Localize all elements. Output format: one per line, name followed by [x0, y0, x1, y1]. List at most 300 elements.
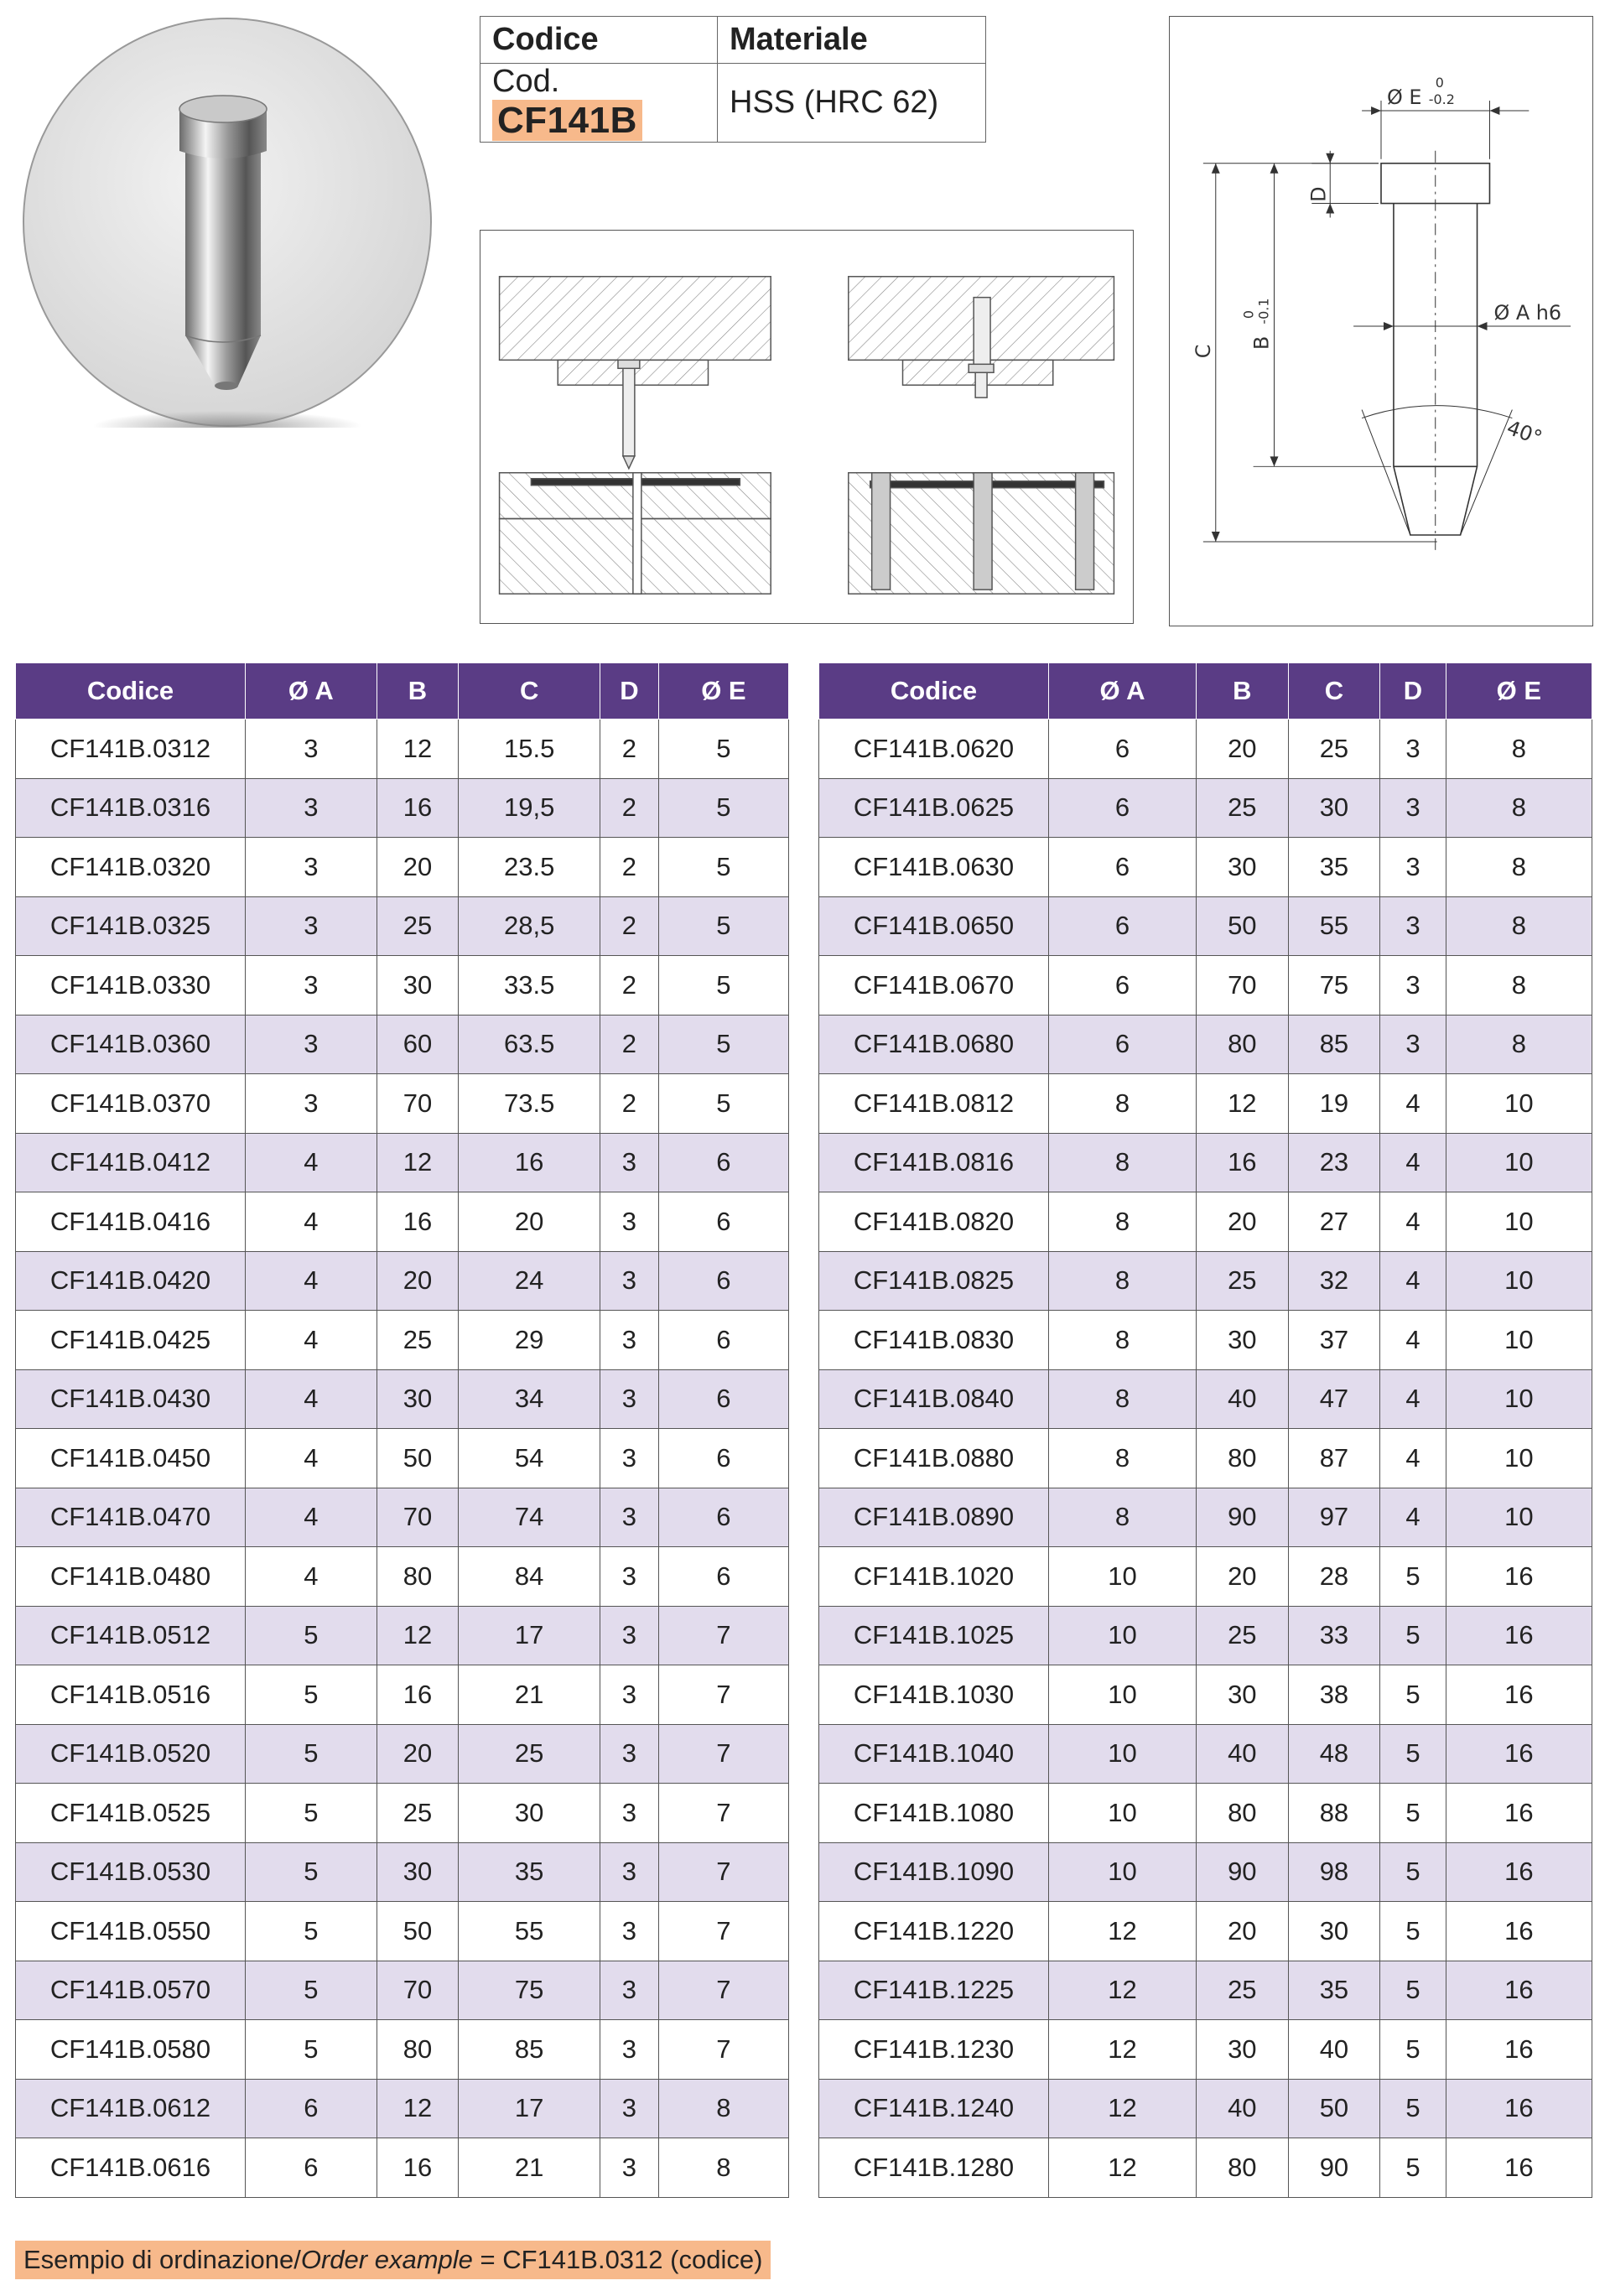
table-cell: 20: [1197, 1192, 1289, 1252]
table-cell: CF141B.0430: [16, 1369, 246, 1429]
table-cell: CF141B.0520: [16, 1724, 246, 1784]
table-cell: 50: [377, 1429, 459, 1488]
table-cell: CF141B.0360: [16, 1015, 246, 1074]
table-cell: 4: [1380, 1074, 1446, 1134]
table-row: [16, 1251, 789, 1311]
table-cell: 90: [1288, 2138, 1380, 2198]
table-cell: CF141B.0416: [16, 1192, 246, 1252]
table-cell: 3: [600, 1192, 659, 1252]
table-cell: 10: [1446, 1133, 1592, 1192]
table-cell: 5: [1380, 2138, 1446, 2198]
table-cell: 3: [246, 1015, 377, 1074]
table-row: [16, 1547, 789, 1607]
table-cell: 6: [1049, 1015, 1197, 1074]
table-cell: 30: [1197, 1311, 1289, 1370]
table-cell: 5: [246, 2020, 377, 2080]
table-cell: 30: [1288, 778, 1380, 838]
order-example-label: Esempio di ordinazione/: [23, 2245, 301, 2274]
dimensions-table-right: [818, 662, 1592, 2198]
table-cell: 74: [459, 1488, 600, 1547]
table-cell: 15.5: [459, 719, 600, 779]
table-cell: 16: [1446, 1902, 1592, 1961]
table-cell: 5: [1380, 1784, 1446, 1843]
table-cell: 25: [1197, 1961, 1289, 2020]
table-row: [16, 956, 789, 1016]
table-header-row: [819, 663, 1592, 719]
table-row: [819, 1961, 1592, 2020]
table-cell: CF141B.0412: [16, 1133, 246, 1192]
table-cell: 20: [1197, 1902, 1289, 1961]
table-header-row: [16, 663, 789, 719]
table-cell: 6: [1049, 956, 1197, 1016]
table-cell: 5: [246, 1902, 377, 1961]
table-cell: 16: [377, 1192, 459, 1252]
table-cell: 8: [1049, 1311, 1197, 1370]
table-cell: 2: [600, 778, 659, 838]
table-cell: 5: [658, 1015, 788, 1074]
table-cell: CF141B.0825: [819, 1251, 1049, 1311]
table-cell: 32: [1288, 1251, 1380, 1311]
table-cell: 12: [377, 719, 459, 779]
table-cell: CF141B.0880: [819, 1429, 1049, 1488]
dim-angle-label: 40°: [1504, 415, 1545, 450]
table-cell: 20: [459, 1192, 600, 1252]
product-photo: [22, 17, 433, 428]
table-cell: CF141B.1080: [819, 1784, 1049, 1843]
table-row: [16, 1074, 789, 1134]
info-code-cell: [480, 64, 718, 143]
table-cell: 80: [1197, 2138, 1289, 2198]
table-row: [16, 1665, 789, 1725]
table-cell: 4: [1380, 1429, 1446, 1488]
table-cell: 5: [1380, 2020, 1446, 2080]
table-cell: 8: [1049, 1192, 1197, 1252]
table-cell: 6: [1049, 896, 1197, 956]
table-cell: 4: [246, 1369, 377, 1429]
table-row: [819, 1192, 1592, 1252]
table-cell: 16: [1446, 2020, 1592, 2080]
table-cell: 3: [1380, 719, 1446, 779]
table-cell: 38: [1288, 1665, 1380, 1725]
table-cell: 5: [246, 1665, 377, 1725]
table-row: [16, 838, 789, 897]
table-cell: 16: [1446, 2138, 1592, 2198]
info-material: HSS (HRC 62): [718, 64, 986, 143]
table-row: [819, 1784, 1592, 1843]
table-cell: 30: [1288, 1902, 1380, 1961]
table-cell: 3: [246, 956, 377, 1016]
table-cell: 3: [600, 1311, 659, 1370]
table-cell: CF141B.0320: [16, 838, 246, 897]
table-cell: 3: [246, 778, 377, 838]
table-cell: 10: [1446, 1429, 1592, 1488]
table-cell: CF141B.0530: [16, 1842, 246, 1902]
dim-d-label: D: [1306, 186, 1331, 202]
table-cell: 5: [658, 1074, 788, 1134]
dim-a-label: Ø A h6: [1493, 301, 1562, 325]
table-row: [819, 1842, 1592, 1902]
table-cell: 4: [1380, 1311, 1446, 1370]
table-cell: 30: [1197, 1665, 1289, 1725]
table-cell: 10: [1446, 1488, 1592, 1547]
table-cell: 6: [246, 2138, 377, 2198]
table-row: [16, 2020, 789, 2080]
table-cell: 10: [1049, 1842, 1197, 1902]
table-row: [819, 1902, 1592, 1961]
table-cell: 3: [600, 1961, 659, 2020]
column-header: D: [1380, 663, 1446, 719]
table-cell: 10: [1446, 1369, 1592, 1429]
order-example-eq: =: [472, 2245, 503, 2274]
table-cell: 8: [1446, 1015, 1592, 1074]
table-cell: 7: [658, 1606, 788, 1665]
column-header: Codice: [16, 663, 246, 719]
table-cell: 3: [600, 2079, 659, 2138]
table-row: [16, 1902, 789, 1961]
table-cell: 33: [1288, 1606, 1380, 1665]
table-cell: 3: [600, 1902, 659, 1961]
table-cell: 5: [1380, 1724, 1446, 1784]
table-cell: 90: [1197, 1842, 1289, 1902]
table-cell: 10: [1446, 1074, 1592, 1134]
table-row: [819, 1133, 1592, 1192]
table-cell: 6: [658, 1369, 788, 1429]
table-row: [819, 1547, 1592, 1607]
table-cell: 23: [1288, 1133, 1380, 1192]
table-cell: CF141B.0830: [819, 1311, 1049, 1370]
table-cell: 84: [459, 1547, 600, 1607]
table-cell: CF141B.0330: [16, 956, 246, 1016]
table-row: [819, 838, 1592, 897]
table-cell: 16: [1446, 1606, 1592, 1665]
table-cell: 25: [1197, 1606, 1289, 1665]
table-cell: CF141B.0670: [819, 956, 1049, 1016]
table-cell: CF141B.0512: [16, 1606, 246, 1665]
column-header: Codice: [819, 663, 1049, 719]
table-cell: CF141B.1020: [819, 1547, 1049, 1607]
table-cell: 21: [459, 1665, 600, 1725]
table-cell: 5: [658, 719, 788, 779]
table-row: [16, 896, 789, 956]
table-cell: 2: [600, 896, 659, 956]
table-cell: 80: [1197, 1429, 1289, 1488]
table-cell: CF141B.0325: [16, 896, 246, 956]
table-cell: 4: [246, 1133, 377, 1192]
table-cell: 7: [658, 1724, 788, 1784]
table-cell: 6: [658, 1429, 788, 1488]
table-cell: 25: [459, 1724, 600, 1784]
table-cell: CF141B.0420: [16, 1251, 246, 1311]
table-cell: 6: [658, 1133, 788, 1192]
table-cell: 3: [246, 1074, 377, 1134]
table-cell: 40: [1197, 1724, 1289, 1784]
table-cell: 5: [1380, 2079, 1446, 2138]
table-cell: 8: [1446, 838, 1592, 897]
table-cell: 2: [600, 838, 659, 897]
table-cell: 5: [246, 1606, 377, 1665]
table-row: [819, 1724, 1592, 1784]
table-cell: 8: [1049, 1133, 1197, 1192]
table-cell: 8: [1446, 956, 1592, 1016]
table-cell: 3: [246, 719, 377, 779]
table-cell: 25: [377, 1311, 459, 1370]
table-cell: 5: [658, 896, 788, 956]
table-cell: 80: [377, 2020, 459, 2080]
table-row: [16, 1369, 789, 1429]
product-code: CF141B: [492, 100, 642, 141]
table-cell: 4: [246, 1311, 377, 1370]
table-cell: 54: [459, 1429, 600, 1488]
table-cell: 5: [658, 838, 788, 897]
table-cell: 35: [1288, 838, 1380, 897]
table-cell: CF141B.0816: [819, 1133, 1049, 1192]
table-cell: 4: [246, 1547, 377, 1607]
table-cell: CF141B.1230: [819, 2020, 1049, 2080]
dim-b-label: B: [1249, 335, 1274, 351]
table-row: [819, 1488, 1592, 1547]
table-cell: 6: [658, 1251, 788, 1311]
table-cell: 12: [1049, 2020, 1197, 2080]
order-example: [15, 2241, 771, 2279]
table-cell: 48: [1288, 1724, 1380, 1784]
table-cell: 7: [658, 1842, 788, 1902]
product-info-table: [480, 16, 986, 143]
table-cell: 10: [1049, 1724, 1197, 1784]
table-cell: 8: [1446, 778, 1592, 838]
table-cell: 80: [1197, 1784, 1289, 1843]
order-example-code: CF141B.0312 (codice): [502, 2245, 763, 2274]
table-cell: 2: [600, 1015, 659, 1074]
table-cell: 4: [1380, 1192, 1446, 1252]
table-row: [819, 719, 1592, 779]
table-cell: 80: [1197, 1015, 1289, 1074]
dim-e-tol-lower: -0.2: [1428, 91, 1455, 108]
column-header: C: [1288, 663, 1380, 719]
table-cell: CF141B.0620: [819, 719, 1049, 779]
table-cell: CF141B.1280: [819, 2138, 1049, 2198]
table-cell: 34: [459, 1369, 600, 1429]
table-cell: 3: [1380, 1015, 1446, 1074]
table-cell: 50: [377, 1902, 459, 1961]
table-body-right: [819, 719, 1592, 2198]
table-cell: 6: [246, 2079, 377, 2138]
table-cell: 4: [1380, 1251, 1446, 1311]
table-cell: 7: [658, 1784, 788, 1843]
table-cell: 10: [1446, 1311, 1592, 1370]
table-cell: 4: [1380, 1488, 1446, 1547]
table-cell: 16: [1446, 1724, 1592, 1784]
table-cell: 6: [658, 1192, 788, 1252]
table-cell: 5: [658, 956, 788, 1016]
table-cell: 3: [1380, 956, 1446, 1016]
order-example-label-italic: Order example: [300, 2245, 473, 2274]
table-cell: 25: [377, 896, 459, 956]
table-cell: 5: [1380, 1606, 1446, 1665]
dim-e-tol-upper: 0: [1435, 75, 1444, 91]
table-cell: 3: [1380, 838, 1446, 897]
table-cell: 6: [1049, 719, 1197, 779]
table-cell: CF141B.1240: [819, 2079, 1049, 2138]
table-cell: 25: [377, 1784, 459, 1843]
table-cell: 12: [1049, 1902, 1197, 1961]
table-cell: 6: [658, 1488, 788, 1547]
table-cell: 8: [1446, 719, 1592, 779]
table-row: [819, 778, 1592, 838]
table-cell: 7: [658, 2020, 788, 2080]
table-row: [16, 1842, 789, 1902]
column-header: B: [1197, 663, 1289, 719]
table-cell: CF141B.0820: [819, 1192, 1049, 1252]
table-cell: CF141B.0425: [16, 1311, 246, 1370]
info-header-material: Materiale: [718, 17, 986, 64]
table-cell: CF141B.0480: [16, 1547, 246, 1607]
table-cell: CF141B.0580: [16, 2020, 246, 2080]
table-cell: CF141B.0570: [16, 1961, 246, 2020]
table-row: [819, 956, 1592, 1016]
column-header: B: [377, 663, 459, 719]
table-cell: 20: [1197, 1547, 1289, 1607]
table-cell: 2: [600, 719, 659, 779]
table-cell: 16: [1446, 2079, 1592, 2138]
table-cell: CF141B.1030: [819, 1665, 1049, 1725]
table-cell: CF141B.0450: [16, 1429, 246, 1488]
table-cell: 3: [600, 1488, 659, 1547]
table-row: [16, 1192, 789, 1252]
table-row: [16, 1311, 789, 1370]
table-cell: 17: [459, 2079, 600, 2138]
table-cell: 70: [377, 1074, 459, 1134]
table-cell: 5: [658, 778, 788, 838]
table-cell: 47: [1288, 1369, 1380, 1429]
table-cell: CF141B.0650: [819, 896, 1049, 956]
dimension-drawing: [1169, 16, 1593, 626]
dim-b-tol-upper: 0: [1240, 309, 1257, 319]
table-row: [819, 896, 1592, 956]
table-cell: 70: [377, 1488, 459, 1547]
table-cell: 8: [1446, 896, 1592, 956]
table-cell: 16: [1197, 1133, 1289, 1192]
table-cell: 8: [1049, 1251, 1197, 1311]
table-cell: 8: [1049, 1488, 1197, 1547]
column-header: C: [459, 663, 600, 719]
table-row: [16, 1606, 789, 1665]
table-cell: 10: [1049, 1606, 1197, 1665]
table-cell: 10: [1049, 1547, 1197, 1607]
table-row: [819, 1606, 1592, 1665]
dim-e-label: Ø E: [1386, 86, 1422, 110]
table-row: [819, 1665, 1592, 1725]
table-cell: 35: [459, 1842, 600, 1902]
table-cell: 3: [600, 1251, 659, 1311]
table-cell: 30: [377, 1842, 459, 1902]
table-row: [819, 1015, 1592, 1074]
table-cell: 6: [1049, 838, 1197, 897]
table-cell: 12: [377, 1606, 459, 1665]
mold-usage-diagram: [480, 230, 1134, 624]
table-row: [16, 1724, 789, 1784]
table-cell: 16: [1446, 1547, 1592, 1607]
table-cell: 7: [658, 1902, 788, 1961]
table-cell: 3: [1380, 778, 1446, 838]
table-cell: 40: [1197, 2079, 1289, 2138]
table-cell: 25: [1288, 719, 1380, 779]
table-cell: 3: [600, 2138, 659, 2198]
table-cell: 16: [377, 2138, 459, 2198]
table-cell: 3: [600, 1547, 659, 1607]
table-cell: 5: [1380, 1665, 1446, 1725]
table-cell: 7: [658, 1665, 788, 1725]
table-cell: 70: [1197, 956, 1289, 1016]
table-row: [819, 1251, 1592, 1311]
table-cell: 16: [1446, 1842, 1592, 1902]
table-cell: CF141B.0630: [819, 838, 1049, 897]
table-cell: 12: [1049, 1961, 1197, 2020]
table-cell: 16: [1446, 1961, 1592, 2020]
table-cell: CF141B.0525: [16, 1784, 246, 1843]
table-cell: 30: [1197, 838, 1289, 897]
code-prefix: Cod.: [492, 64, 560, 99]
table-cell: 10: [1049, 1784, 1197, 1843]
table-cell: 24: [459, 1251, 600, 1311]
table-row: [16, 1784, 789, 1843]
table-cell: 4: [1380, 1133, 1446, 1192]
table-cell: 37: [1288, 1311, 1380, 1370]
table-cell: 5: [1380, 1842, 1446, 1902]
table-cell: 55: [1288, 896, 1380, 956]
table-cell: 25: [1197, 1251, 1289, 1311]
table-cell: 4: [1380, 1369, 1446, 1429]
table-row: [819, 2138, 1592, 2198]
table-cell: 30: [377, 1369, 459, 1429]
table-cell: 5: [1380, 1547, 1446, 1607]
table-cell: CF141B.1090: [819, 1842, 1049, 1902]
table-cell: 25: [1197, 778, 1289, 838]
table-cell: 3: [600, 2020, 659, 2080]
table-cell: 2: [600, 956, 659, 1016]
table-row: [16, 1429, 789, 1488]
table-cell: 2: [600, 1074, 659, 1134]
table-cell: 50: [1197, 896, 1289, 956]
info-header-code: Codice: [480, 17, 718, 64]
table-cell: 55: [459, 1902, 600, 1961]
table-cell: 30: [1197, 2020, 1289, 2080]
table-row: [819, 1311, 1592, 1370]
table-row: [819, 2079, 1592, 2138]
table-cell: 5: [246, 1784, 377, 1843]
table-cell: CF141B.0612: [16, 2079, 246, 2138]
table-cell: 8: [1049, 1074, 1197, 1134]
table-cell: 60: [377, 1015, 459, 1074]
table-cell: 33.5: [459, 956, 600, 1016]
table-body-left: [16, 719, 789, 2198]
table-cell: 3: [246, 838, 377, 897]
column-header: Ø A: [1049, 663, 1197, 719]
table-cell: 3: [600, 1665, 659, 1725]
table-cell: 85: [459, 2020, 600, 2080]
table-cell: 88: [1288, 1784, 1380, 1843]
table-cell: 16: [459, 1133, 600, 1192]
table-cell: 3: [600, 1133, 659, 1192]
table-cell: 80: [377, 1547, 459, 1607]
table-row: [819, 1429, 1592, 1488]
table-row: [16, 719, 789, 779]
column-header: Ø E: [1446, 663, 1592, 719]
table-cell: 12: [1197, 1074, 1289, 1134]
table-cell: CF141B.0316: [16, 778, 246, 838]
table-cell: CF141B.0625: [819, 778, 1049, 838]
table-cell: 6: [658, 1311, 788, 1370]
table-cell: 20: [377, 838, 459, 897]
